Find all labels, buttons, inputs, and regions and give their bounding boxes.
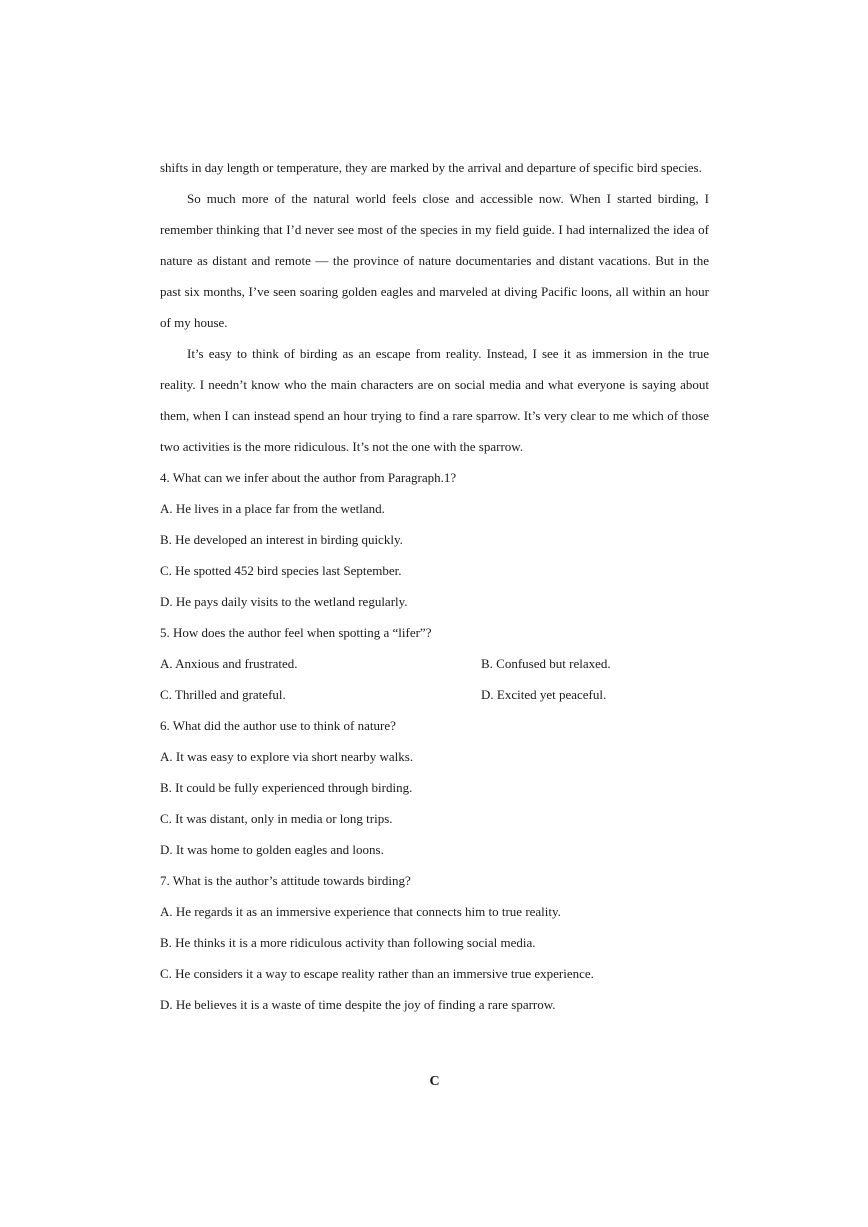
option-row — [160, 679, 709, 710]
question-option: C. Thrilled and grateful. — [160, 687, 286, 702]
question-option: B. He developed an interest in birding quickly. — [160, 532, 403, 547]
question-6 — [160, 710, 709, 865]
question-option: B. It could be fully experienced through birding. — [160, 780, 413, 795]
question-5 — [160, 617, 709, 710]
passage-continuation: shifts in day length or temperature, they are marked by the arrival and departure of specific bird species. — [160, 160, 702, 175]
option-row — [160, 648, 709, 679]
question-4 — [160, 462, 709, 617]
question-stem: 5. How does the author feel when spotting a “lifer”? — [160, 625, 432, 640]
question-stem: 7. What is the author’s attitude towards birding? — [160, 873, 411, 888]
question-option: C. He considers it a way to escape reality rather than an immersive true experience. — [160, 966, 594, 981]
question-7 — [160, 865, 709, 1020]
exam-page — [160, 152, 709, 1089]
question-option: A. He lives in a place far from the wetland. — [160, 501, 385, 516]
question-option: C. It was distant, only in media or long trips. — [160, 811, 393, 826]
question-option: A. Anxious and frustrated. — [160, 656, 298, 671]
question-stem: 6. What did the author use to think of nature? — [160, 718, 396, 733]
question-option: C. He spotted 452 bird species last September. — [160, 563, 402, 578]
passage-paragraph-accessible: So much more of the natural world feels close and accessible now. When I started birding, I remember thinking that I’d never see most of the species in my field guide. I had internalized the idea of nature as distant and remote — the province of nature documentaries and distant vacations. But in the past six months, I’ve seen soaring golden eagles and marveled at diving Pacific loons, all within an hour of my house. — [160, 191, 709, 330]
question-option: D. Excited yet peaceful. — [481, 687, 607, 702]
question-option: D. He pays daily visits to the wetland regularly. — [160, 594, 408, 609]
question-option: A. He regards it as an immersive experience that connects him to true reality. — [160, 904, 561, 919]
question-stem: 4. What can we infer about the author from Paragraph.1? — [160, 470, 457, 485]
section-heading: C — [429, 1074, 440, 1089]
question-option: A. It was easy to explore via short nearby walks. — [160, 749, 414, 764]
question-option: B. Confused but relaxed. — [481, 656, 611, 671]
question-option: D. It was home to golden eagles and loons. — [160, 842, 384, 857]
passage-paragraph-reality: It’s easy to think of birding as an escape from reality. Instead, I see it as immersion in the true reality. I needn’t know who the main characters are on social media and what everyone is saying about them, when I can instead spend an hour trying to find a rare sparrow. It’s very clear to me which of those two activities is the more ridiculous. It’s not the one with the sparrow. — [160, 346, 709, 454]
question-option: B. He thinks it is a more ridiculous activity than following social media. — [160, 935, 536, 950]
question-option: D. He believes it is a waste of time despite the joy of finding a rare sparrow. — [160, 997, 556, 1012]
